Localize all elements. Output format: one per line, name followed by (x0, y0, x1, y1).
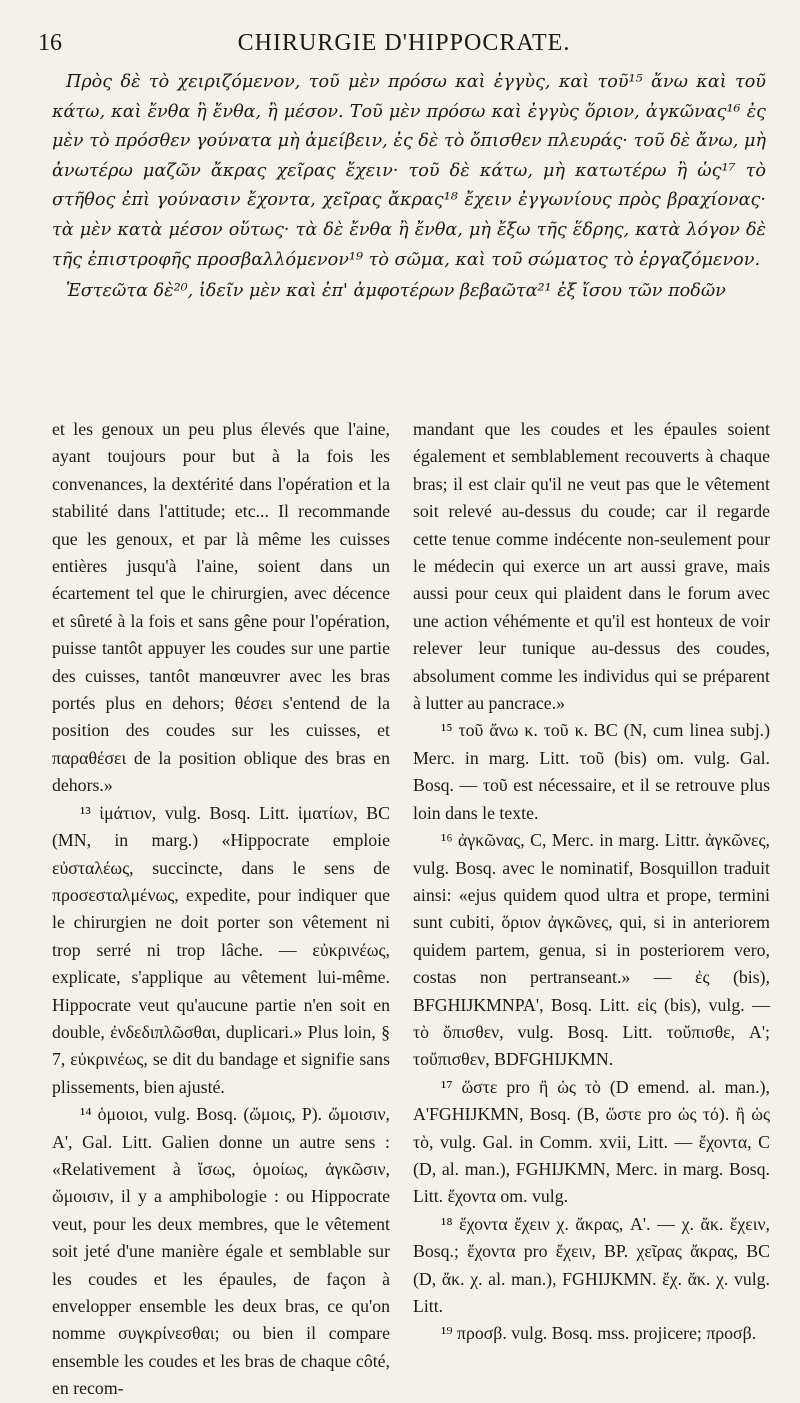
page-header (38, 26, 770, 62)
running-title: CHIRURGIE D'HIPPOCRATE. (237, 30, 571, 56)
right-column (413, 416, 770, 1356)
footnote-13: ¹³ ἱμάτιον, vulg. Bosq. Litt. ἱματίων, BC (MN, in marg.) «Hippocrate emploie εὐσταλέως, succincte, dans le sens de προσεσταλμένως, expedite, pour indiquer que le chirurgien ne doit porter son vêtement ni trop serré ni trop lâche. — εὐκρινέως, explicate, s'applique au vêtement lui-même. Hippocrate veut qu'aucune partie n'en soit en double, ἐνδεδιπλῶσθαι, duplicari.» Plus loin, § 7, εὐκρινέως, se dit du bandage et signifie sans plissements, bien ajusté. (52, 802, 390, 1097)
footnote-18: ¹⁸ ἔχοντα ἔχειν χ. ἄκρας, A'. — χ. ἄκ. ἔχειν, Bosq.; ἔχοντα pro ἔχειν, BP. χεῖρας ἄκρας, BC (D, ἄκ. χ. al. man.), FGHIJKMN. ἔχ. ἄκ. χ. vulg. Litt. (413, 1213, 770, 1316)
commentary-paragraph: mandant que les coudes et les épaules soient également et semblablement recouverts à chaque bras; il est clair qu'il ne veut pas que le vêtement soit relevé au-dessus du coude; car il regarde cette tenue comme indécente non-seulement pour le médecin qui exerce un art aussi grave, mais aussi pour ceux qui plaident dans le forum avec une action véhémente et qu'il est honteux de voir relever leur tunique au-dessus des coudes, absolument comme les individus qui se préparent à lutter au pancrace.» (413, 419, 770, 714)
page-number: 16 (38, 30, 62, 56)
footnote-15: ¹⁵ τοῦ ἄνω κ. τοῦ κ. BC (N, cum linea subj.) Merc. in marg. Litt. τοῦ (bis) om. vulg. Gal. Bosq. — τοῦ est nécessaire, et il se retrouve plus loin dans le texte. (413, 720, 770, 823)
footnote-14: ¹⁴ ὁμοιοι, vulg. Bosq. (ὤμοις, P). ὤμοισιν, A', Gal. Litt. Galien donne un autre sens : «Relativement à ἴσως, ὁμοίως, ἀγκῶσιν, ὤμοισιν, il y a amphibologie : ou Hippocrate veut, pour les deux membres, que le vêtement soit jeté d'une manière égale et semblable sur les coudes et les épaules, de façon à envelopper ensemble les deux bras, ce qu'on nomme συγκρίνεσθαι; ou bien il compare ensemble les coudes et les bras de chaque côté, en recom- (52, 1104, 390, 1399)
left-column (52, 416, 390, 1399)
greek-paragraph: Ἑστεῶτα δὲ²⁰, ἰδεῖν μὲν καὶ ἐπ' ἀμφοτέρων βεβαῶτα²¹ ἐξ ἴσου τῶν ποδῶν (66, 281, 726, 302)
greek-text-block (52, 68, 766, 307)
commentary-paragraph: et les genoux un peu plus élevés que l'aine, ayant toujours pour but à la fois les convenances, la dextérité dans l'opération et la stabilité dans l'attitude; etc... Il recommande que les genoux, et par là même les cuisses entières jusqu'à l'aine, soient dans un écartement tel que le chirurgien, avec décence et sûreté à la fois et sans gêne pour l'opération, puisse tantôt appuyer les coudes sur une partie des cuisses, tantôt manœuvrer avec les bras portés plus en dehors; θέσει s'entend de la position des coudes sur les cuisses, et παραθέσει de la position oblique des bras en dehors.» (52, 419, 390, 796)
footnote-17: ¹⁷ ὥστε pro ἢ ὡς τὸ (D emend. al. man.), A'FGHIJKMN, Bosq. (B, ὥστε pro ὡς τό). ἢ ὡς τὸ, vulg. Gal. in Comm. xvii, Litt. — ἔχοντα, C (D, al. man.), FGHIJKMN, Merc. in marg. Bosq. Litt. ἔχοντα om. vulg. (413, 1076, 770, 1207)
footnote-16: ¹⁶ ἀγκῶνας, C, Merc. in marg. Littr. ἀγκῶνες, vulg. Bosq. avec le nominatif, Bosquillon traduit ainsi: «ejus quidem quod ultra et prope, termini sunt cubiti, ὅριον ἀγκῶνες, qui, si in anteriorem quidem partem, genua, si in posteriorem vero, costas non pertranseant.» — ἐς (bis), BFGHIJKMNPA', Bosq. Litt. εἰς (bis), vulg. — τὸ ὄπισθεν, vulg. Bosq. Litt. τοὔπισθε, A'; τοὔπισθεν, BDFGHIJKMN. (413, 830, 770, 1070)
greek-paragraph: Πρὸς δὲ τὸ χειριζόμενον, τοῦ μὲν πρόσω καὶ ἐγγὺς, καὶ τοῦ¹⁵ ἄνω καὶ τοῦ κάτω, καὶ ἔνθα ἢ ἔνθα, ἢ μέσον. Τοῦ μὲν πρόσω καὶ ἐγγὺς ὅριον, ἀγκῶνας¹⁶ ἐς μὲν τὸ πρόσθεν γούνατα μὴ ἀμείβειν, ἐς δὲ τὸ ὄπισθεν πλευράς· τοῦ δὲ ἄνω, μὴ ἀνωτέρω μαζῶν ἄκρας χεῖρας ἔχειν· τοῦ δὲ κάτω, μὴ κατωτέρω ἢ ὡς¹⁷ τὸ στῆθος ἐπὶ γούνασιν ἔχοντα, χεῖρας ἄκρας¹⁸ ἔχειν ἐγγωνίους πρὸς βραχίονας· τὰ μὲν κατὰ μέσον οὕτως· τὰ δὲ ἔνθα ἢ ἔνθα, μὴ ἔξω τῆς ἕδρης, κατὰ λόγον δὲ τῆς ἐπιστροφῆς προσβαλλόμενον¹⁹ τὸ σῶμα, καὶ τοῦ σώματος τὸ ἐργαζόμενον. (52, 72, 766, 270)
footnote-19: ¹⁹ προσβ. vulg. Bosq. mss. projicere; προσβ. (441, 1323, 757, 1344)
